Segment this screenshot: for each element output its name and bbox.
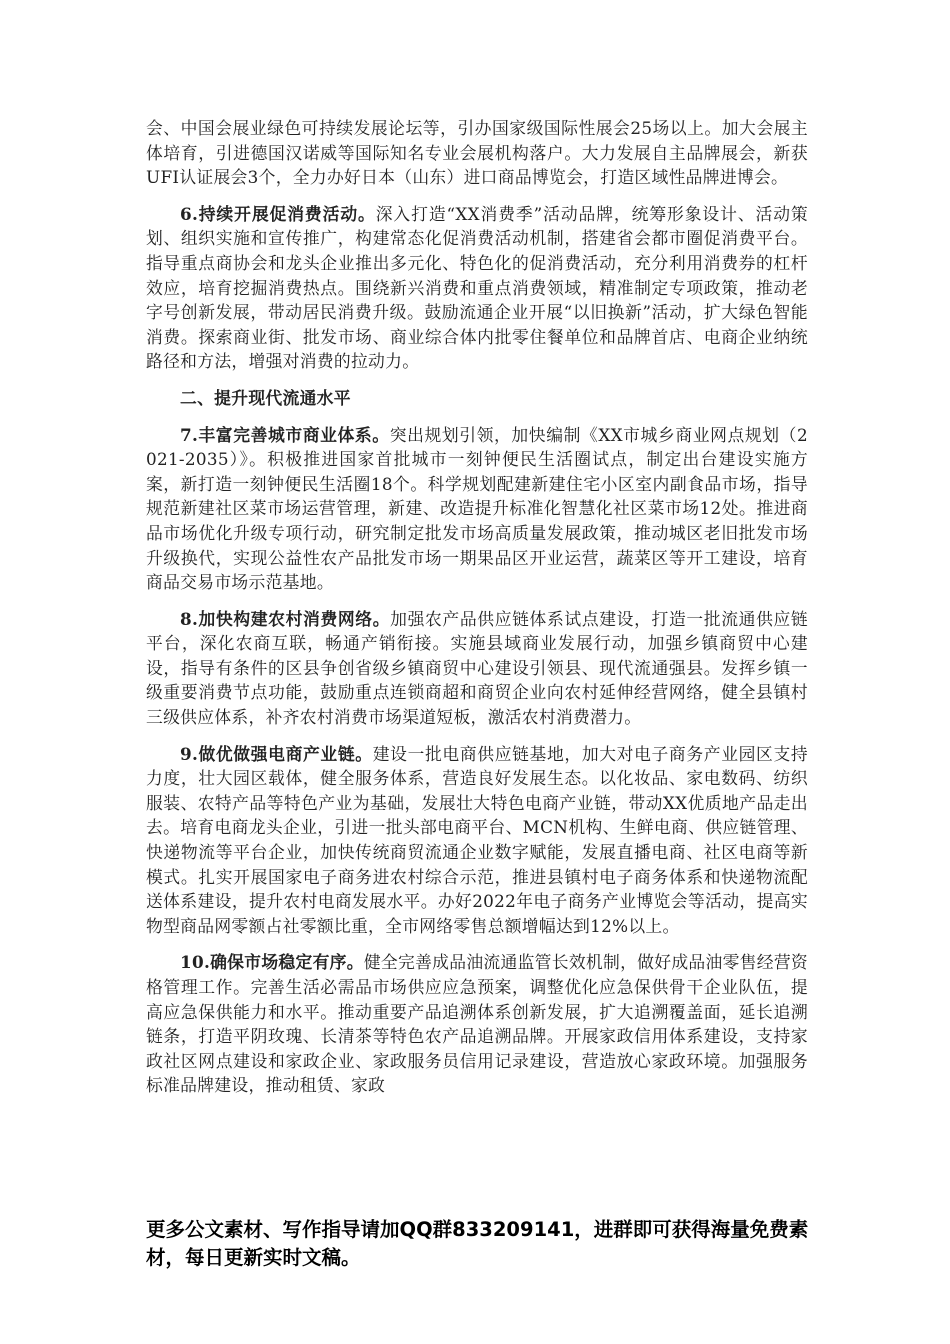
footer-notice: 更多公文素材、写作指导请加QQ群833209141，进群即可获得海量免费素材，每日更新实时文稿。 bbox=[146, 1218, 809, 1269]
item-10-body: 健全完善成品油流通监管长效机制，做好成品油零售经营资格管理工作。完善生活必需品市场供应应急预案，调整优化应急保供骨干企业队伍，提高应急保供能力和水平。推动重要产品追溯体系创新发展，扩大追溯覆盖面，延长追溯链条，打造平阴玫瑰、长清茶等特色农产品追溯品牌。开展家政信用体系建设，支持家政社区网点建设和家政企业、家政服务员信用记录建设，营造放心家政环境。加强服务标准品牌建设，推动租赁、家政 bbox=[146, 952, 808, 1096]
document-body bbox=[146, 116, 808, 1110]
item-7-paragraph bbox=[146, 423, 808, 595]
item-9-title: 9.做优做强电商产业链。 bbox=[180, 743, 373, 764]
section-2-heading: 二、提升现代流通水平 bbox=[180, 387, 351, 408]
item-8-paragraph bbox=[146, 607, 808, 730]
item-10-paragraph bbox=[146, 950, 808, 1098]
item-6-body: 深入打造“XX消费季”活动品牌，统筹形象设计、活动策划、组织实施和宣传推广，构建常态化促消费活动机制，搭建省会都市圈促消费平台。指导重点商协会和龙头企业推出多元化、特色化的促消费活动，充分利用消费券的杠杆效应，培育挖掘消费热点。围绕新兴消费和重点消费领域，精准制定专项政策，推动老字号创新发展，带动居民消费升级。鼓励流通企业开展“以旧换新”活动，扩大绿色智能消费。探索商业街、批发市场、商业综合体内批零住餐单位和品牌首店、电商企业纳统路径和方法，增强对消费的拉动力。 bbox=[146, 203, 808, 372]
item-7-title: 7.丰富完善城市商业体系。 bbox=[180, 424, 390, 445]
item-10-title: 10.确保市场稳定有序。 bbox=[180, 952, 364, 973]
item-9-body: 建设一批电商供应链基地，加大对电子商务产业园区支持力度，壮大园区载体，健全服务体系，营造良好发展生态。以化妆品、家电数码、纺织服装、农特产品等特色产业为基础，发展壮大特色电商产业链，带动XX优质地产品走出去。培育电商龙头企业，引进一批头部电商平台、MCN机构、生鲜电商、供应链管理、快递物流等平台企业，加快传统商贸流通企业数字赋能，发展直播电商、社区电商等新模式。扎实开展国家电子商务进农村综合示范，推进县镇村电子商务体系和快递物流配送体系建设，提升农村电商发展水平。办好2022年电子商务产业博览会等活动，提高实物型商品网零额占社零额比重，全市网络零售总额增幅达到12%以上。 bbox=[146, 743, 808, 936]
item-7-body: 突出规划引领，加快编制《XX市城乡商业网点规划（2021-2035）》。积极推进国家首批城市一刻钟便民生活圈试点，制定出台建设实施方案，新打造一刻钟便民生活圈18个。科学规划配建新建住宅小区室内副食品市场，指导规范新建社区菜市场运营管理，新建、改造提升标准化智慧化社区菜市场12处。推进商品市场优化升级专项行动，研究制定批发市场高质量发展政策，推动城区老旧批发市场升级换代，实现公益性农产品批发市场一期果品区开业运营，蔬菜区等开工建设，培育商品交易市场示范基地。 bbox=[146, 424, 809, 593]
item-8-body: 加强农产品供应链体系试点建设，打造一批流通供应链平台，深化农商互联，畅通产销衔接。实施县域商业发展行动，加强乡镇商贸中心建设，指导有条件的区县争创省级乡镇商贸中心建设引领县、现代流通强县。发挥乡镇一级重要消费节点功能，鼓励重点连锁商超和商贸企业向农村延伸经营网络，健全县镇村三级供应体系，补齐农村消费市场渠道短板，激活农村消费潜力。 bbox=[146, 608, 808, 728]
item-6-title: 6.持续开展促消费活动。 bbox=[180, 203, 376, 224]
item-8-title: 8.加快构建农村消费网络。 bbox=[180, 608, 391, 629]
intro-paragraph: 会、中国会展业绿色可持续发展论坛等，引办国家级国际性展会25场以上。加大会展主体培育，引进德国汉诺威等国际知名专业会展机构落户。大力发展自主品牌展会，新获UFI认证展会3个，全力办好日本（山东）进口商品博览会，打造区域性品牌进博会。 bbox=[146, 118, 808, 188]
item-9-paragraph bbox=[146, 742, 808, 939]
item-6-paragraph bbox=[146, 202, 808, 374]
